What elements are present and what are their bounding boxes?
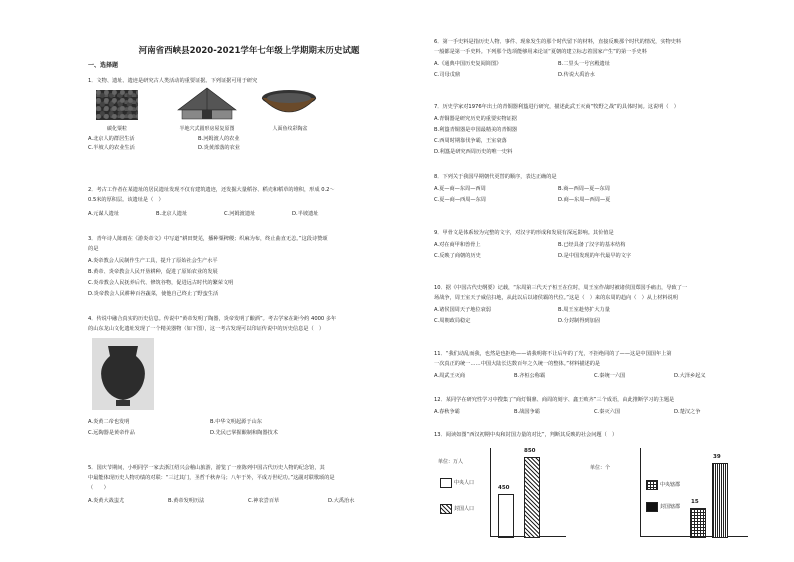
option-a[interactable]: A.炎黄大战蚩尤 bbox=[88, 498, 125, 504]
option-c[interactable]: C.河姆渡遗址 bbox=[224, 211, 256, 217]
question-1-stem: 1．文物、遗址、遗迹是研究古人类活动的重要证据。下列证据可用于研究 bbox=[88, 78, 258, 84]
paper-title: 河南省西峡县2020-2021学年七年级上学期期末历史试题 bbox=[138, 46, 360, 56]
chart-population bbox=[434, 446, 574, 546]
option-a[interactable]: A.北京人的群居生活 bbox=[88, 136, 135, 142]
option-b[interactable]: B.河姆渡人的农业 bbox=[198, 136, 240, 142]
option-d[interactable]: D.分封制得到加固 bbox=[558, 318, 600, 324]
question-3-line1: 3．青年诗人陈雨在《游炎帝文》中写道“耕田焚芜，播种粟稗稷；织麻为布，终止曲直无恙。”这段诗赞颂 bbox=[88, 236, 328, 242]
bar-fief-population bbox=[524, 457, 540, 538]
question-5-line2: 中最能体现历史人物功绩的对联：“三过其门，圣哲千秋奔马；八年于外，平成万世纪功。”这副对联歌颂的是 bbox=[88, 475, 335, 481]
section-heading: 一、选择题 bbox=[88, 62, 119, 69]
option-d[interactable]: D.大泽乡起义 bbox=[674, 373, 706, 379]
option-a[interactable]: A.诸侯国周天子地位衰弱 bbox=[434, 307, 491, 313]
option-b[interactable]: B.已经具备了汉字的基本结构 bbox=[558, 242, 626, 248]
question-10-line2: 场战争，周王室天子威信扫地，从此以后以诸侯霸的代位。”这是（ ）来的东周的趋向（ ）从上材料说明 bbox=[434, 295, 678, 301]
option-b[interactable]: B.二里头一号宫殿遗址 bbox=[558, 61, 610, 67]
option-d[interactable]: D.半坡遗址 bbox=[292, 211, 319, 217]
legend-swatch-fief bbox=[440, 504, 452, 514]
question-11-line2: 一次真正的统一……中国大陆长达数百年之久统一的整体。”材料描述的是 bbox=[434, 361, 601, 367]
question-10-line1: 10．据《中国古代史纲要》记载，“东周第三代天子桓王在位时，周王室作战时被诸侯国郑国手痛击，导致了一 bbox=[434, 285, 688, 291]
option-a[interactable]: A.对在商甲和兽骨上 bbox=[434, 242, 481, 248]
legend-central: 中央人口 bbox=[454, 480, 475, 486]
legend-swatch-fief bbox=[646, 502, 658, 512]
option-c[interactable]: C.神农尝百草 bbox=[248, 498, 280, 504]
left-column bbox=[88, 0, 410, 562]
option-c[interactable]: C.半坡人的农业生活 bbox=[88, 144, 135, 151]
question-13-line1: 13．阅读如图“西汉初期中央和封国力量的对比”，判断其反映的社会问题（ ） bbox=[434, 432, 618, 438]
option-d[interactable]: D.先民已掌握酿制和陶器技术 bbox=[210, 430, 278, 436]
question-4-line2: 的山东龙山文化遗址发现了一个精美器物（如下图），这一考古发现可以印证传说中的历史信息是（ ） bbox=[88, 326, 325, 332]
option-c[interactable]: C.周朝政局稳定 bbox=[434, 318, 471, 324]
option-b[interactable]: B.利簋青铜器是中国最精美的青铜器 bbox=[434, 127, 518, 133]
caption-house: 半地穴式圆形房屋复原图 bbox=[179, 126, 235, 132]
option-a[interactable]: A.炎黄二帝也发明 bbox=[88, 419, 130, 425]
question-4-line1: 4．传说中融合真实的历史信息。传说中“黄帝发明了陶器，炎帝发明了酿酒”。考古学家在距今约 4000 多年 bbox=[88, 316, 337, 322]
option-b[interactable]: B.北京人遗址 bbox=[156, 211, 188, 217]
option-b[interactable]: B.周王室趁势扩大力量 bbox=[558, 307, 610, 313]
chart-commanderies bbox=[590, 446, 750, 546]
question-3-line2: 的是 bbox=[88, 246, 99, 252]
legend-fief: 封国辖郡 bbox=[660, 504, 681, 510]
question-2-line1: 2．考古工作者在某遗址的居民遗址发现不仅有建筑遗迹，还发掘大量稻谷、稻壳和稻草的堆积，形成 0.2～ bbox=[88, 187, 335, 193]
question-6-line2: 一般都是第一手史料。下列那个选项能够用来论证“夏朝的建立标志着国家产生”的第一手史料 bbox=[434, 49, 647, 55]
option-c[interactable]: C.远陶器是黄帝作品 bbox=[88, 430, 135, 436]
fish-pattern-basin-image bbox=[260, 86, 318, 124]
bar-central-commanderies bbox=[690, 508, 706, 538]
bar-central-population bbox=[498, 494, 514, 538]
legend-swatch-central bbox=[440, 478, 452, 488]
option-c[interactable]: C.反映了商朝的历史 bbox=[434, 253, 481, 259]
option-d[interactable]: D.利簋是研究西周历史的唯一史料 bbox=[434, 149, 513, 155]
caption-millet: 碳化粟粒 bbox=[106, 126, 127, 132]
option-b[interactable]: B.黄帝发明历法 bbox=[168, 498, 205, 504]
option-d[interactable]: D.传说大禹治水 bbox=[558, 72, 595, 78]
right-column bbox=[434, 0, 764, 562]
carbonized-millet-image bbox=[96, 90, 138, 120]
bar-fief-commanderies bbox=[712, 463, 728, 538]
question-5-line1: 5．国庆节期间，小明同学一家去浙江绍兴会稽山旅游，游览了一座陈列中国古代历史人物的纪念馆，其 bbox=[88, 465, 325, 471]
question-2-line2: 0.5米的厚积层。该遗址是（ ） bbox=[88, 197, 164, 203]
option-d[interactable]: D.商—东周—西周—夏 bbox=[558, 197, 611, 203]
option-a[interactable]: A.周武王灭商 bbox=[434, 373, 466, 379]
question-7-line1: 7．历史学家对1976年出土的青铜器利簋进行研究，描述此武王灭商“牧野之战”的具体时间。这说明（ ） bbox=[434, 104, 679, 110]
legend-swatch-central bbox=[646, 480, 658, 490]
option-c[interactable]: C.秦灭六国 bbox=[594, 409, 621, 415]
chart-2-unit: 单位：个 bbox=[590, 465, 611, 471]
option-c[interactable]: C.秦统一六国 bbox=[594, 373, 626, 379]
option-b[interactable]: B.中华文明起源于山东 bbox=[210, 419, 262, 425]
y-axis bbox=[490, 448, 491, 536]
question-11-line1: 11．“我们动乱而我，也然是也拒绝——请我明将不让后年的了光，不拒绝同的了——这是中国国年上第 bbox=[434, 351, 672, 357]
option-b[interactable]: B.黄帝、炎帝教会人民开垦耕种，促进了原始农业的发展 bbox=[88, 269, 218, 275]
option-c[interactable]: C.夏—商—西周—东周 bbox=[434, 197, 486, 203]
option-d[interactable]: D.炎帝教会人民耕种百谷蔬菜，使他自己终止了野蛮生活 bbox=[88, 291, 219, 297]
value-label-fief: 39 bbox=[713, 454, 721, 460]
option-a[interactable]: A.青铜器是研究历史的重要实物证据 bbox=[434, 116, 517, 122]
option-c[interactable]: C.炎帝教会人民抚养后代、修筑谷物，促进远古时代的繁荣文明 bbox=[88, 280, 234, 286]
option-d[interactable]: D.楚汉之争 bbox=[674, 409, 701, 415]
option-b[interactable]: B.齐桓公称霸 bbox=[514, 373, 546, 379]
option-b[interactable]: B.商—西周—夏—东周 bbox=[558, 186, 610, 192]
question-9-line1: 9．甲骨文是体系较为完整的文字，对汉字的形成和发展有深远影响。其价值是 bbox=[434, 230, 614, 236]
value-label-fief: 850 bbox=[524, 448, 536, 454]
question-5-line3: （ ） bbox=[88, 485, 109, 491]
option-a[interactable]: A.《通典中国历史复阅简图》 bbox=[434, 61, 502, 67]
legend-fief: 封国人口 bbox=[454, 506, 475, 512]
value-label-central: 15 bbox=[691, 499, 699, 505]
option-c[interactable]: C.司母戊鼎 bbox=[434, 72, 461, 78]
question-6-line1: 6．第一手史料是指历史人物、事件、现象发生的那个时代留下的材料，直接反映那个时代的情况，实物史料 bbox=[434, 39, 682, 45]
option-d[interactable]: D.是中国发现的年代最早的文字 bbox=[558, 253, 632, 259]
option-c[interactable]: C.西周时期靠伐争霸，王室衰落 bbox=[434, 138, 507, 144]
pottery-vessel-image bbox=[92, 338, 154, 410]
question-8-line1: 8．下列关于我国早期朝代更替的顺序，表达正确的是 bbox=[434, 174, 557, 180]
legend-central: 中央辖郡 bbox=[660, 482, 681, 488]
option-a[interactable]: A.元谋人遗址 bbox=[88, 211, 120, 217]
question-12-line1: 12．某同学在研究性学习中搜集了“商灯铜鼎、商周的刻字、鑫王败齐”三个成语，由此推断学习的主题是 bbox=[434, 397, 675, 403]
chart-1-unit: 单位：万人 bbox=[438, 459, 464, 465]
option-a[interactable]: A.春秋争霸 bbox=[434, 409, 460, 415]
option-d[interactable]: D.炎黄部落的农业 bbox=[198, 144, 240, 151]
y-axis bbox=[640, 448, 641, 536]
question-1-options bbox=[88, 135, 308, 152]
option-a[interactable]: A.夏—商—东周—西周 bbox=[434, 186, 486, 192]
caption-basin: 人面鱼纹彩陶盆 bbox=[272, 126, 308, 132]
value-label-central: 450 bbox=[498, 485, 510, 491]
option-b[interactable]: B.战国争霸 bbox=[514, 409, 540, 415]
semi-subterranean-house-image bbox=[172, 86, 242, 124]
option-a[interactable]: A.炎帝教会人民制作生产工具，提升了原始社会生产水平 bbox=[88, 258, 218, 264]
option-d[interactable]: D.大禹治水 bbox=[328, 498, 355, 504]
